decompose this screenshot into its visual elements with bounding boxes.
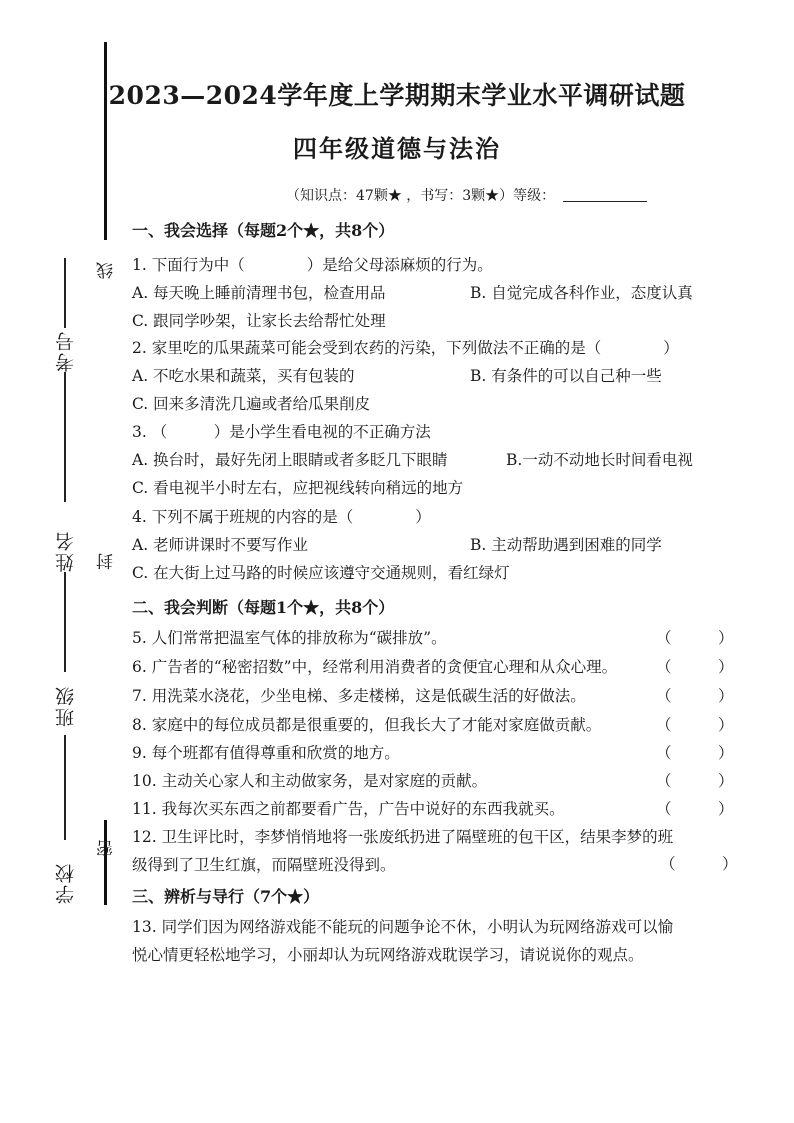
- q4-option-c: C. 在大街上过马路的时候应该遵守交通规则，看红绿灯: [132, 564, 510, 582]
- q2-option-a: A. 不吃水果和蔬菜，买有包装的: [132, 367, 355, 385]
- q2-stem: 2. 家里吃的瓜果蔬菜可能会受到农药的污染，下列做法不正确的是（ ）: [132, 339, 679, 357]
- judge-paren-8[interactable]: （ ）: [656, 716, 734, 734]
- section3-heading: 三、辨析与导行（7个★）: [132, 887, 320, 906]
- q1-option-c: C. 跟同学吵架，让家长去给帮忙处理: [132, 312, 386, 330]
- q3-stem: 3. （ ）是小学生看电视的不正确方法: [132, 423, 431, 441]
- meta-text: （知识点：47颗★ ，书写：3颗★）等级：: [286, 188, 556, 204]
- exam-subtitle: 四年级道德与法治: [293, 134, 501, 163]
- class-line: [64, 735, 66, 840]
- section1-heading: 一、我会选择（每题2个★，共8个）: [132, 221, 395, 240]
- q1-stem: 1. 下面行为中（ ）是给父母添麻烦的行为。: [132, 256, 493, 274]
- seal-mi: 密: [97, 840, 117, 857]
- seal-xian: 线: [97, 262, 117, 279]
- exam-title: 2023—2024学年度上学期期末学业水平调研试题: [108, 81, 686, 110]
- judge-paren-6[interactable]: （ ）: [656, 658, 734, 676]
- judge-item-8: 8. 家庭中的每位成员都是很重要的，但我长大了才能对家庭做贡献。: [132, 716, 602, 734]
- q13-line2: 悦心情更轻松地学习，小丽却认为玩网络游戏耽误学习，请说说你的观点。: [132, 946, 644, 964]
- class-label: 班级: [55, 685, 77, 727]
- grade-blank[interactable]: [563, 201, 647, 202]
- q3-option-b: B.一动不动地长时间看电视: [506, 451, 693, 469]
- judge-item-6: 6. 广告者的“秘密招数”中，经常利用消费者的贪便宜心理和从众心理。: [132, 658, 618, 676]
- judge-paren-5[interactable]: （ ）: [656, 629, 734, 647]
- section2-heading: 二、我会判断（每题1个★，共8个）: [132, 598, 395, 617]
- name-label: 姓名: [55, 530, 77, 572]
- binding-bar-bottom: [104, 820, 107, 905]
- exam-no-line-lower: [64, 372, 66, 502]
- q3-option-c: C. 看电视半小时左右，应把视线转向稍远的地方: [132, 479, 464, 497]
- judge-item-7: 7. 用洗菜水浇花，少坐电梯、多走楼梯，这是低碳生活的好做法。: [132, 687, 586, 705]
- judge-item-5: 5. 人们常常把温室气体的排放称为“碳排放”。: [132, 629, 447, 647]
- judge-item-9: 9. 每个班都有值得尊重和欣赏的地方。: [132, 744, 400, 762]
- q2-option-b: B. 有条件的可以自己种一些: [470, 367, 662, 385]
- judge-item-12-line1: 12. 卫生评比时，李梦悄悄地将一张废纸扔进了隔壁班的包干区，结果李梦的班: [132, 828, 674, 846]
- q1-option-b: B. 自觉完成各科作业，态度认真: [470, 284, 693, 302]
- q4-option-a: A. 老师讲课时不要写作业: [132, 536, 309, 554]
- seal-feng: 封: [97, 553, 117, 570]
- judge-paren-12[interactable]: （ ）: [660, 855, 738, 873]
- q1-option-a: A. 每天晚上睡前清理书包，检查用品: [132, 284, 386, 302]
- school-label: 学校: [55, 862, 77, 904]
- q13-line1: 13. 同学们因为网络游戏能不能玩的问题争论不休，小明认为玩网络游戏可以愉: [132, 918, 674, 936]
- judge-item-11: 11. 我每次买东西之前都要看广告，广告中说好的东西我就买。: [132, 800, 565, 818]
- judge-paren-7[interactable]: （ ）: [656, 687, 734, 705]
- exam-no-label: 考号: [55, 330, 77, 372]
- judge-item-12-line2: 级得到了卫生红旗，而隔壁班没得到。: [132, 856, 396, 874]
- judge-item-10: 10. 主动关心家人和主动做家务，是对家庭的贡献。: [132, 772, 488, 790]
- q4-option-b: B. 主动帮助遇到困难的同学: [470, 536, 662, 554]
- exam-no-line: [64, 258, 66, 328]
- q4-stem: 4. 下列不属于班规的内容的是（ ）: [132, 508, 431, 526]
- judge-paren-10[interactable]: （ ）: [656, 772, 734, 790]
- name-line: [64, 572, 66, 672]
- q2-option-c: C. 回来多清洗几遍或者给瓜果削皮: [132, 395, 371, 413]
- judge-paren-11[interactable]: （ ）: [656, 800, 734, 818]
- judge-paren-9[interactable]: （ ）: [656, 744, 734, 762]
- q3-option-a: A. 换台时，最好先闭上眼睛或者多眨几下眼睛: [132, 451, 448, 469]
- exam-meta: [286, 185, 647, 205]
